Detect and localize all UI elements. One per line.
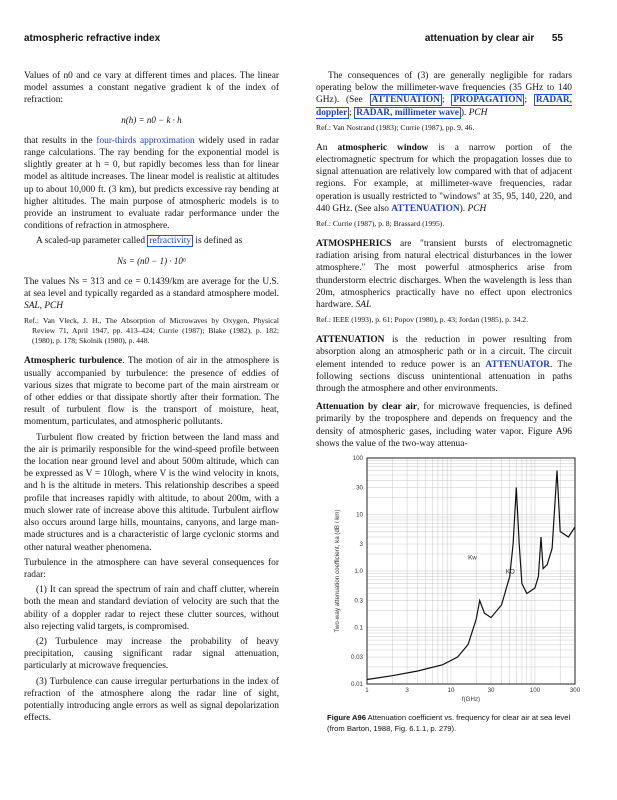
clear-air-entry	[316, 401, 572, 450]
turbulence-item-1: (1) It can spread the spectrum of rain and chaff clutter, wherein both the mean and standard deviation of velocity are such that the ability of a doppler radar to reject these clutter sources, without also rejecting valid targets, is compromised.	[24, 585, 279, 632]
clear-air-term: Attenuation by clear air	[316, 402, 417, 413]
xref-radar-doppler[interactable]: RADAR, doppler	[316, 95, 573, 118]
chart-y-tick-label: 10	[356, 511, 363, 519]
atmospheric-window-end: ).	[459, 203, 466, 214]
left-paragraph-1: Values of n0 and ce vary at different times and places. The linear model assumes a constant negative gradient k of the index of refraction:	[24, 71, 279, 106]
left-paragraph-4-source: SAL, PCH	[24, 301, 64, 312]
right-paragraph-1: The consequences of (3) are generally negligible for radars operating below the millimeter-wave frequencies (35 GHz to 140 GHz). (See ATTENUATION ; PROPAGATION ; RADAR, doppler ; RADAR, millimeter wave ). PCH	[316, 71, 573, 118]
attenuation-chart	[327, 452, 583, 708]
left-paragraph-4-text: The values Ns = 313 and ce = 0.1439/km are average for the U.S. at sea level and typically regarded as a standard atmosphere model.	[24, 276, 279, 300]
atmospheric-window-term: atmospheric window	[337, 142, 429, 153]
running-head-right	[425, 33, 563, 44]
left-reference-1: Ref.: Van Vleck, J. H., The Absorption of Microwaves by Oxygen, Physical Review 71, April 1947, pp. 413–424; Currie (1987); Blake (1982), p. 182; (1980), p. 178; Skolnik (1980), p. 448.	[24, 316, 279, 346]
chart-annotation-water: Kw	[468, 554, 477, 562]
four-thirds-link[interactable]: four-thirds approximation	[96, 135, 195, 146]
right-reference-2: Ref.: Currie (1987), p. 8; Brassard (1995).	[316, 219, 445, 229]
chart-x-tick-label: 3	[405, 687, 409, 694]
right-paragraph-1-source: PCH	[468, 107, 488, 118]
left-paragraph-3-a: A scaled-up parameter called	[36, 236, 148, 247]
chart-x-axis-label: f(GHz)	[461, 696, 481, 703]
left-paragraph-4	[24, 276, 279, 313]
page-number: 55	[551, 33, 563, 44]
right-column	[316, 70, 572, 453]
attenuation-entry	[316, 334, 572, 395]
attenuation-term: ATTENUATION	[316, 335, 385, 346]
chart-y-tick-label: 100	[352, 455, 363, 462]
chart-x-tick-label: 10	[447, 687, 455, 694]
refractivity-link[interactable]: refractivity	[149, 236, 192, 247]
turbulence-term: Atmospheric turbulence	[24, 356, 123, 367]
atmospherics-text: are "transient bursts of electromagnetic radiation arising from natural electrical disturbances in the lower atmosphere." The most powerful atmospherics arise from thunderstorm electric discharges. When the wavelength is less than 20m, atmospherics practically have no effect upon electronics hardware.	[316, 239, 572, 311]
chart-y-tick-label: 0.01	[350, 681, 363, 688]
turbulence-paragraph-2: Turbulent flow created by friction between the land mass and the air is primarily responsible for the wind-speed profile between the location near ground level and about 500m altitude, which can be expressed as V = 10logh, where V is the wind velocity in knots, and h is the altitude in meters. This relationship describes a speed profile that increases rapidly with altitude, to about 200m, with a much slower rate of increase above this altitude. Turbulent airflow also occurs around large hills, mountains, canyons, and large man-made structures and is a characteristic of large cyclonic storms and other natural weather phenomena.	[24, 432, 279, 553]
turbulence-item-2: (2) Turbulence may increase the probability of heavy precipitation, causing significant radar signal attenuation, particularly at microwave frequencies.	[24, 636, 279, 672]
running-head-left: atmospheric refractive index	[24, 33, 161, 44]
figure-caption	[327, 713, 583, 734]
chart-y-tick-label: 3	[359, 541, 363, 549]
right-paragraph-1-b: ).	[460, 107, 467, 118]
equation-linear-model: n(h) = n0 − k · h	[121, 114, 182, 125]
left-paragraph-2	[24, 135, 279, 233]
atmospheric-window-lead: An	[316, 142, 338, 153]
chart-y-tick-label: 0.1	[354, 624, 363, 632]
chart-y-tick-label: 1.0	[354, 568, 363, 575]
attenuation-text-2: . The following sections discuss unintentional attenuation in paths through the atmosphere and other environments.	[316, 359, 573, 395]
clear-air-text: , for microwave frequencies, is defined primarily by the troposphere and depends on frequency and the density of atmospheric gases, including water vapor. Figure A96 shows the value of the two-way attenua-	[316, 402, 572, 449]
left-paragraph-3	[24, 235, 279, 247]
attenuation-text: is the reduction in power resulting from absorption along an atmospheric path or in a circuit. The circuit element intended to reduce power is an	[316, 335, 572, 370]
xref-attenuator[interactable]: ATTENUATOR	[485, 359, 551, 370]
chart-y-tick-label: 0.3	[354, 597, 363, 605]
right-reference-3: Ref.: IEEE (1993), p. 61; Popov (1980), p. 43; Jordan (1985), p. 34.2.	[316, 315, 528, 325]
chart-y-tick-label: 30	[356, 484, 363, 492]
xref-attenuation[interactable]: ATTENUATION	[371, 95, 440, 106]
chart-annotation-oxygen: KO	[505, 568, 515, 576]
turbulence-item-3: (3) Turbulence can cause irregular perturbations in the index of refraction of the atmosphere along the radar line of sight, potentially introducing angle errors as well as signal depolarization effects.	[24, 676, 279, 724]
xref-propagation[interactable]: PROPAGATION	[453, 95, 523, 106]
atmospheric-window-source: PCH	[467, 203, 487, 214]
left-paragraph-3-b: is defined as	[193, 236, 243, 247]
right-reference-1: Ref.: Van Nostrand (1983); Currie (1987), pp. 9, 46.	[316, 122, 475, 132]
atmospherics-entry	[316, 238, 572, 311]
right-paragraph-1-a: The consequences of (3) are generally negligible for radars operating below the millimeter-wave frequencies (35 GHz to 140 GHz). (See	[316, 71, 572, 106]
equation-refractivity: Ns = (n0 − 1) · 10⁶	[116, 255, 187, 266]
chart-x-tick-label: 100	[529, 687, 541, 694]
atmospheric-window-text: is a narrow portion of the electromagnetic spectrum for which the propagation losses due to signal attenuation are relatively low compared with that of adjacent regions. For example, at millimeter-wave frequencies, radar operation is usually restricted to "windows" at 35, 95, 140, 220, and 440 GHz. (See also	[316, 142, 572, 214]
turbulence-text: . The motion of air in the atmosphere is usually accompanied by turbulence: the presence of eddies of various sizes that migrate to become part of the main airstream or of other eddies or that dissipate shortly after their formation. The result of turbulent flow is the transport of moisture, heat, momentum, particulates, and atmospheric pollutants.	[24, 356, 279, 428]
turbulence-paragraph-3: Turbulence in the atmosphere can have several consequences for radar:	[24, 557, 279, 580]
turbulence-entry	[24, 355, 279, 428]
chart-y-tick-label: 0.03	[350, 654, 363, 662]
figure-caption-label: Figure A96	[327, 713, 366, 722]
left-column	[24, 70, 279, 727]
left-paragraph-2-a: that results in the	[24, 135, 97, 146]
atmospheric-window-entry	[316, 142, 572, 215]
atmospherics-source: SAL	[355, 300, 372, 311]
xref-attenuation-window[interactable]: ATTENUATION	[391, 203, 460, 214]
chart-y-axis-label: Two-way attenuation coefficient, ka (dB / km)	[334, 509, 341, 633]
figure-caption-text: Attenuation coefficient vs. frequency for clear air at sea level (from Barton, 1988, Fig. 6.1.1, p. 279).	[327, 713, 571, 733]
chart-x-tick-label: 300	[569, 687, 581, 694]
chart-x-tick-label: 30	[487, 687, 495, 694]
atmospherics-term: ATMOSPHERICS	[316, 239, 392, 250]
xref-radar-millimeter-wave[interactable]: RADAR, millimeter wave	[356, 107, 459, 118]
running-head-right-title: attenuation by clear air	[424, 33, 535, 44]
chart-series-line	[367, 471, 575, 680]
left-paragraph-2-b: widely used in radar range calculations. The ray bending for the exponential model is slightly greater at h = 0, but rapidly becomes less than for linear model as altitude increases. The linear model is realistic at altitudes up to about 10,000 ft. (3 km), but predicts excessive ray bending at higher altitudes. The main purpose of atmospheric models is to provide an instrument to evaluate radar performance under the conditions of refraction in atmosphere.	[24, 135, 280, 232]
chart-x-tick-label: 1	[365, 687, 369, 694]
